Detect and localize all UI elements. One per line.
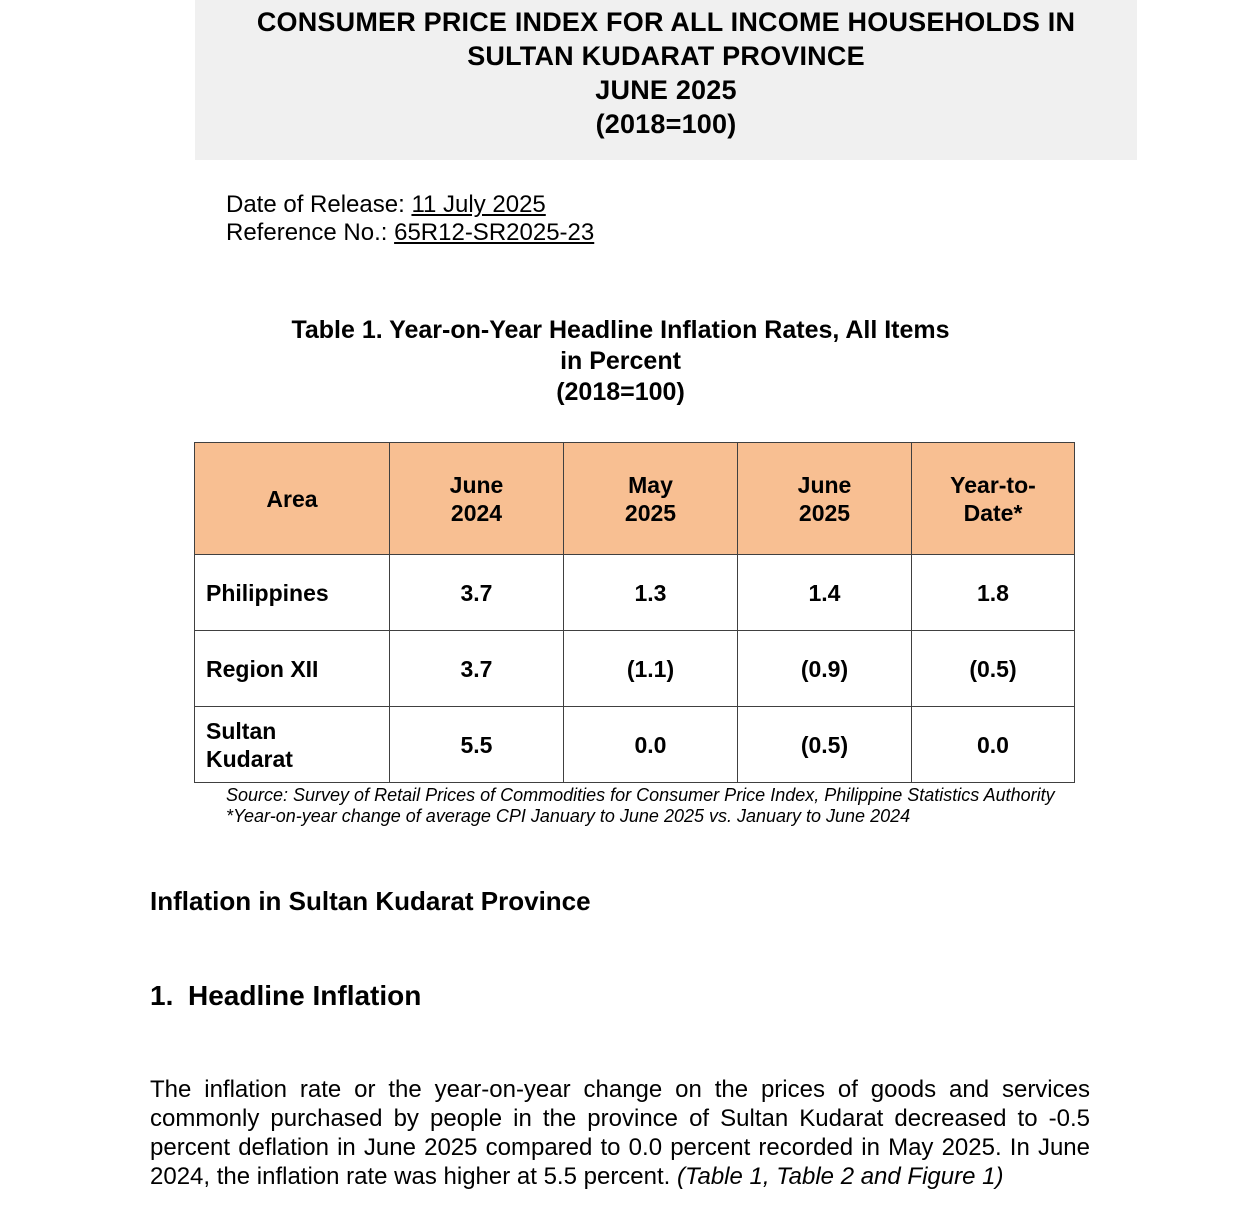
paragraph-text: The inflation rate or the year-on-year change on the prices of goods and services commonly purchased by people in the province of Sultan Kudarat decreased to -0.5 percent deflation in June 2025 compared to 0.0 percent recorded in May 2025. In June 2024, the inflation rate was higher at 5.5 percent.: [150, 1076, 1090, 1190]
release-date-row: [226, 191, 594, 219]
value-cell: (0.5): [912, 631, 1075, 707]
footnote: *Year-on-year change of average CPI January to June 2025 vs. January to June 2024: [226, 806, 911, 826]
release-date-label: Date of Release:: [226, 191, 405, 218]
release-info: [226, 191, 594, 247]
paragraph-reference: (Table 1, Table 2 and Figure 1): [677, 1163, 1004, 1190]
value-cell: 0.0: [564, 707, 738, 783]
value-cell: (0.5): [738, 707, 912, 783]
subsection-number: 1.: [150, 980, 174, 1011]
column-header-june-2025: June 2025: [738, 443, 912, 555]
release-date-value: 11 July 2025: [411, 191, 546, 218]
column-header-area: Area: [195, 443, 390, 555]
table-1-title: [195, 315, 1046, 408]
document-title-line: (2018=100): [595, 109, 737, 139]
document-title-line: SULTAN KUDARAT PROVINCE: [467, 41, 865, 71]
reference-number-row: [226, 219, 594, 247]
value-cell: 0.0: [912, 707, 1075, 783]
area-cell: Region XII: [195, 631, 390, 707]
document-title-box: [195, 0, 1137, 160]
value-cell: 1.8: [912, 555, 1075, 631]
value-cell: 1.4: [738, 555, 912, 631]
table-title-line: in Percent: [560, 347, 681, 375]
value-cell: 3.7: [390, 555, 564, 631]
body-paragraph: [150, 1075, 1090, 1191]
value-cell: 1.3: [564, 555, 738, 631]
value-cell: 3.7: [390, 631, 564, 707]
document-title-line: CONSUMER PRICE INDEX FOR ALL INCOME HOUSEHOLDS IN: [256, 7, 1076, 37]
table-row: [195, 555, 1075, 631]
reference-number-label: Reference No.:: [226, 219, 388, 246]
reference-number-value: 65R12-SR2025-23: [394, 219, 595, 246]
column-header-may-2025: May 2025: [564, 443, 738, 555]
section-heading: Inflation in Sultan Kudarat Province: [150, 886, 591, 916]
inflation-rates-table: [194, 442, 1075, 783]
table-title-line: Table 1. Year-on-Year Headline Inflation Rates, All Items: [291, 316, 950, 344]
table-row: [195, 707, 1075, 783]
table-row: [195, 631, 1075, 707]
value-cell: (1.1): [564, 631, 738, 707]
area-cell: Philippines: [195, 555, 390, 631]
document-title-line: JUNE 2025: [595, 75, 737, 105]
column-header-year-to-date: Year-to- Date*: [912, 443, 1075, 555]
source-note: Source: Survey of Retail Prices of Commodities for Consumer Price Index, Philippine Statistics Authority: [226, 785, 1055, 805]
table-header-row: [195, 443, 1075, 555]
subsection-heading: [150, 980, 421, 1012]
value-cell: 5.5: [390, 707, 564, 783]
value-cell: (0.9): [738, 631, 912, 707]
column-header-june-2024: June 2024: [390, 443, 564, 555]
table-notes: [226, 785, 1055, 827]
subsection-title: Headline Inflation: [188, 980, 422, 1011]
table-title-line: (2018=100): [556, 378, 685, 406]
area-cell: Sultan Kudarat: [195, 707, 390, 783]
